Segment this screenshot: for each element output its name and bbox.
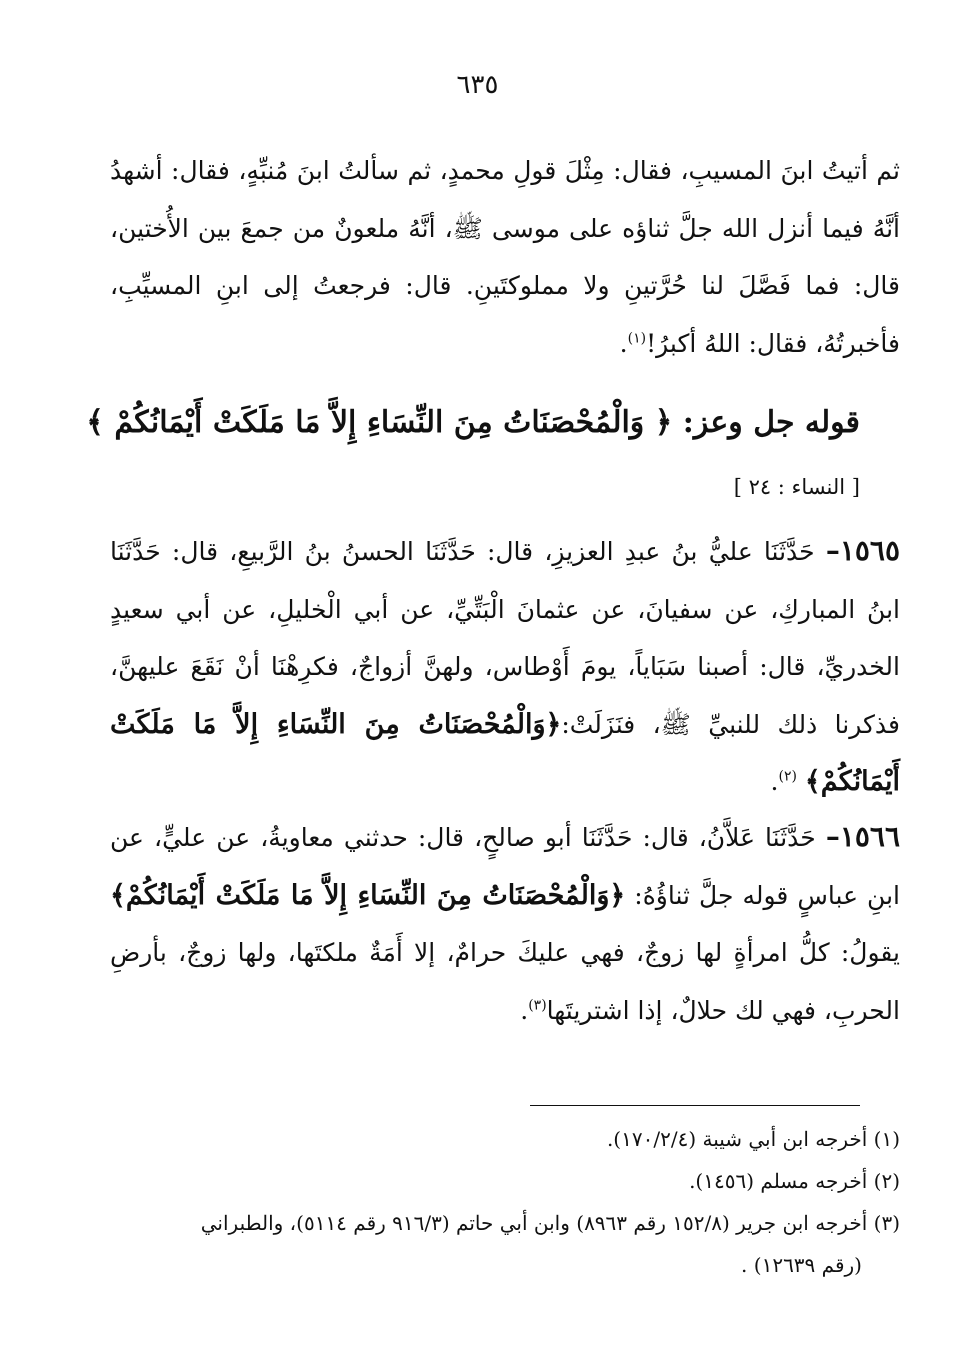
hadith-1566-number: ١٥٦٦–	[825, 820, 900, 853]
hadith-1566-text-after: يقولُ: كلُّ امرأةٍ لها زوجٌ، فهي عليكَ حرامٌ، إلا أَمَةٌ ملكتَها، ولها زوجٌ، بأرضِ الحربِ، فهي لك حلالٌ، إذا اشتريتَها	[110, 938, 900, 1025]
footnote-3: (٣) أخرجه ابن جرير (١٥٢/٨ رقم ٨٩٦٣) وابن أبي حاتم (٩١٦/٣ رقم ٥١١٤)، والطبراني	[200, 1211, 900, 1235]
hadith-1565-verse: ﴿وَالْمُحْصَنَاتُ مِنَ النِّسَاءِ إِلاَّ مَا مَلَكَتْ أَيْمَانُكُمْ﴾	[110, 708, 900, 797]
footnote-divider	[530, 1105, 860, 1106]
hadith-1566-verse: ﴿وَالْمُحْصَنَاتُ مِنَ النِّسَاءِ إِلاَّ مَا مَلَكَتْ أَيْمَانُكُمْ﴾	[110, 879, 626, 911]
hadith-1566-end: .	[520, 995, 529, 1025]
paragraph-intro-text: ثم أتيتُ ابنَ المسيبِ، فقال: مِثْلَ قولِ محمدٍ، ثم سألتُ ابنَ مُنبِّهٍ، فقال: أشهدُ أنَّهُ فيما أنزل الله جلَّ ثناؤه على موسى ﷺ، أنَّهُ ملعونٌ من جمعَ بين الأُختين، قال: فما فَصَّلَ لنا حُرَّتينِ ولا مملوكتَينِ. قال: فرجعتُ إلى ابنِ المسيِّبِ، فأخبرتُهُ، فقال: اللهُ أكبرُ!	[110, 156, 900, 358]
paragraph-intro	[110, 142, 900, 372]
footnote-2: (٢) أخرجه مسلم (١٤٥٦).	[689, 1169, 900, 1193]
footnote-3-continued: (رقم ١٢٦٣٩) .	[741, 1253, 862, 1277]
verse-heading	[60, 405, 860, 440]
hadith-1565-number: ١٥٦٥–	[825, 534, 900, 567]
paragraph-intro-end: .	[619, 328, 628, 358]
footnote-ref-1[interactable]: (١)	[627, 330, 647, 347]
hadith-1565-text: حَدَّثَنَا عليُّ بنُ عبدِ العزيزِ، قال: حَدَّثَنَا الحسنُ بنُ الرَّبيعِ، قال: حَدَّثَنَا ابنُ المباركِ، عن سفيانَ، عن عثمانَ الْبَتِّيِّ، عن أبي الْخليلِ، عن أبي سعيدٍ الخدريِّ، قال: أصبنا سَبَاياً، يومَ أَوْطاس، ولهنَّ أزواجٌ، فكرِهْنَا أنْ نَقَعَ عليهنَّ، فذكرنا ذلك للنبيِّ ﷺ، فنَزَلَتْ:	[110, 537, 900, 739]
hadith-1566	[110, 808, 900, 1039]
surah-reference: [ النساء : ٢٤ ]	[733, 475, 860, 499]
footnote-1: (١) أخرجه ابن أبي شيبة (١٧٠/٢/٤).	[606, 1127, 900, 1151]
verse-heading-verse: ﴿ وَالْمُحْصَنَاتُ مِنَ النِّسَاءِ إِلاَّ مَا مَلَكَتْ أَيْمَانُكُمْ ﴾	[86, 405, 673, 440]
hadith-1565-end: .	[770, 767, 779, 796]
footnotes-list	[110, 1118, 900, 1286]
hadith-1566-text: حَدَّثَنَا عَلاَّنُ، قال: حَدَّثَنَا أبو صالحٍ، قال: حدثني معاويةُ، عن عليٍّ، عن ابنِ عباسٍ قوله جلَّ ثناؤُهُ:	[110, 823, 900, 910]
verse-heading-prefix: قوله جل وعز:	[682, 405, 860, 440]
footnote-ref-3[interactable]: (٣)	[528, 997, 547, 1014]
page-number: ٦٣٥	[456, 70, 499, 100]
footnote-ref-2[interactable]: (٢)	[778, 768, 797, 785]
hadith-1565	[110, 522, 900, 811]
